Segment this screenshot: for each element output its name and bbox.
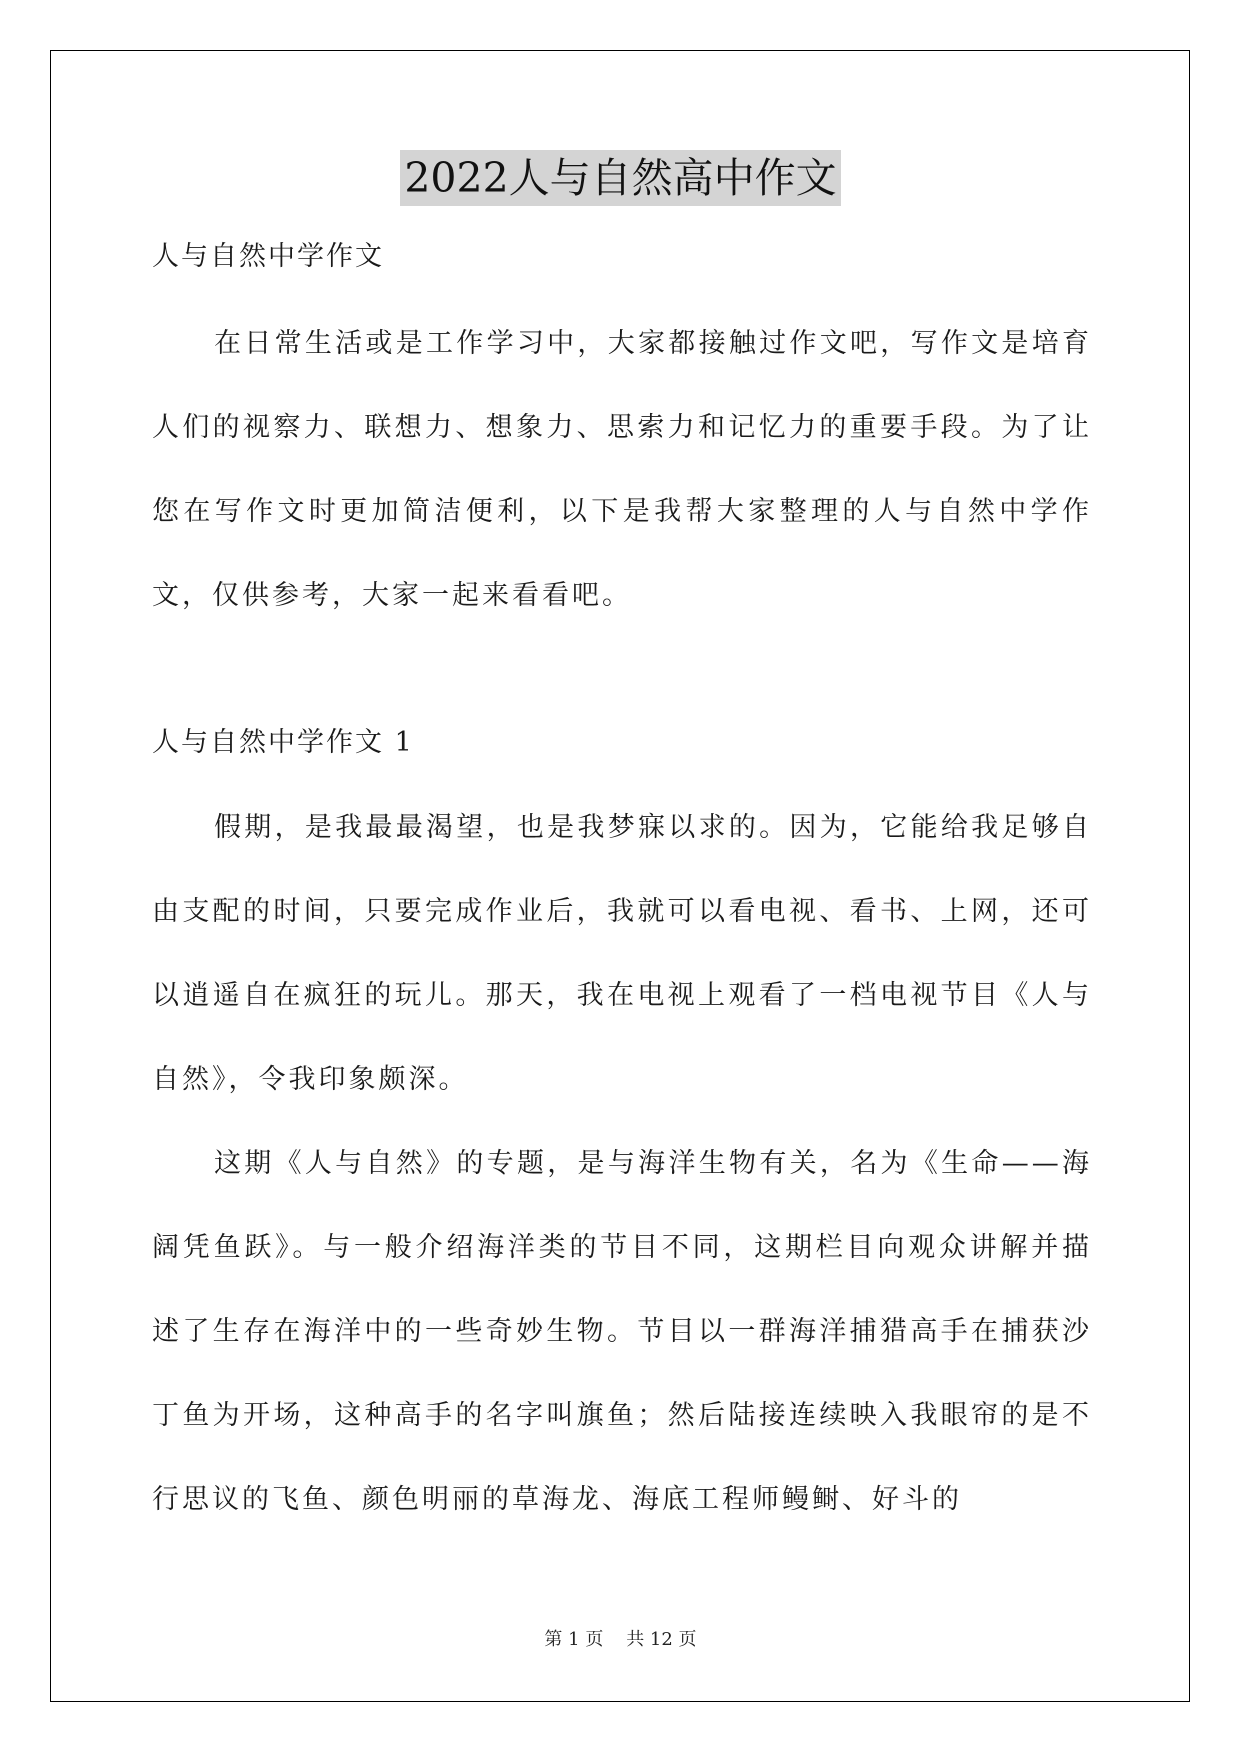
section-heading-essay-1: 人与自然中学作文 1 (152, 727, 414, 758)
paragraph-essay-1-second: 这期《人与自然》的专题，是与海洋生物有关，名为《生命——海阔凭鱼跃》。与一般介绍海洋类的节目不同，这期栏目向观众讲解并描述了生存在海洋中的一些奇妙生物。节目以一群海洋捕猎高手在捕获沙丁鱼为开场，这种高手的名字叫旗鱼；然后陆接连续映入我眼帘的是不行思议的飞鱼、颜色明丽的草海龙、海底工程师鳗鲥、好斗的 (152, 1148, 1092, 1515)
paragraph-essay-1-first: 假期，是我最最渴望，也是我梦寐以求的。因为，它能给我足够自由支配的时间，只要完成作业后，我就可以看电视、看书、上网，还可以逍遥自在疯狂的玩儿。那天，我在电视上观看了一档电视节目《人与自然》，令我印象颇深。 (152, 812, 1092, 1095)
paragraph-intro: 在日常生活或是工作学习中，大家都接触过作文吧，写作文是培育人们的视察力、联想力、想象力、思索力和记忆力的重要手段。为了让您在写作文时更加简洁便利，以下是我帮大家整理的人与自然中学作文，仅供参考，大家一起来看看吧。 (152, 328, 1092, 611)
document-title: 2022人与自然高中作文 (400, 150, 840, 206)
section-heading-intro: 人与自然中学作文 (152, 241, 384, 272)
page-footer: 第 1 页 共 12 页 (544, 1629, 697, 1650)
document-body (152, 232, 1092, 1542)
title-container (0, 150, 1241, 206)
